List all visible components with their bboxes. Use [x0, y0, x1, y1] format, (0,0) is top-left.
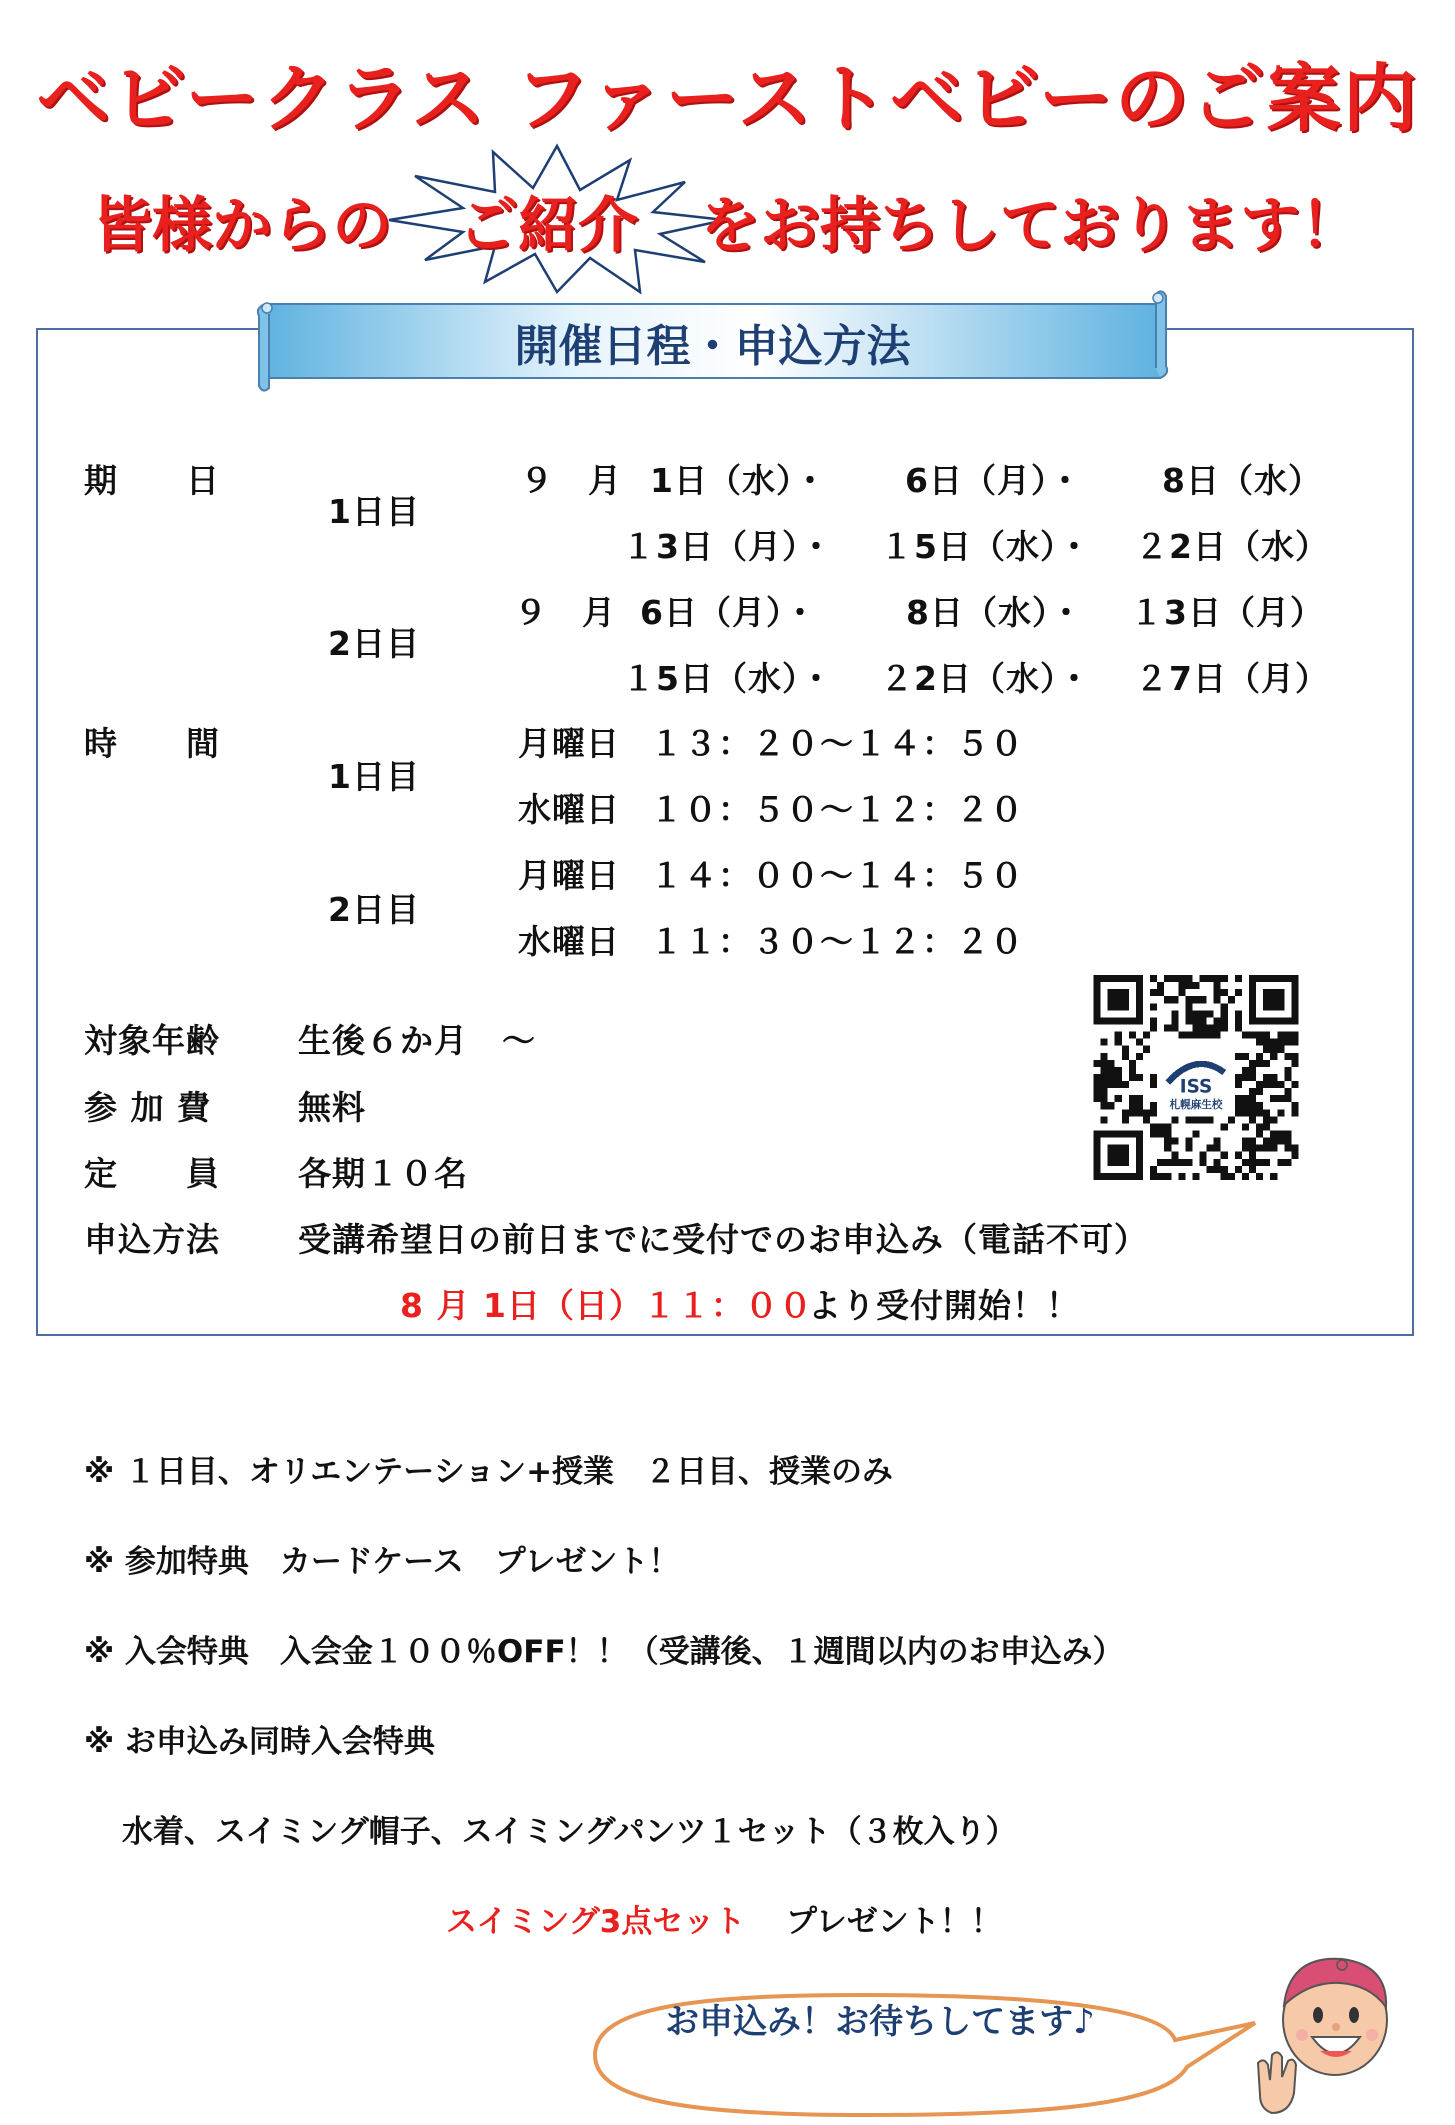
time-range: １０：５０～１２：２０ [650, 790, 1024, 829]
time-weekday: 水曜日 [518, 922, 620, 961]
schedule-date: １3日（月）・ [622, 527, 834, 566]
subtitle-highlight: ご紹介 [458, 191, 638, 261]
gift-highlight: スイミング3点セット [446, 1904, 746, 1940]
schedule-date: 6日（月）・ [640, 593, 818, 632]
apply-value: 受講希望日の前日までに受付でのお申込み（電話不可） [298, 1220, 1148, 1259]
note-1: ※ １日目、オリエンテーション+授業 ２日目、授業のみ [84, 1454, 894, 1490]
time-day1-label: 1日目 [328, 757, 420, 796]
schedule-date: 6日（月）・ [905, 461, 1083, 500]
schedule-date: １3日（月） [1130, 593, 1324, 632]
apply-label: 申込方法 [84, 1220, 220, 1259]
schedule-day2-label: 2日目 [328, 624, 420, 663]
schedule-date: ２2日（水） [1135, 527, 1329, 566]
time-range: １３：２０～１４：５０ [650, 724, 1024, 763]
time-label: 時 間 [84, 724, 220, 763]
mascot-boy-icon [1250, 1945, 1400, 2120]
gift-suffix: プレゼント！！ [786, 1904, 1002, 1940]
time-day2-label: 2日目 [328, 890, 420, 929]
note-2: ※ 参加特典 カードケース プレゼント！ [84, 1544, 680, 1580]
time-range: １１：３０～１２：２０ [650, 922, 1024, 961]
schedule-day1-label: 1日目 [328, 492, 420, 531]
schedule-label: 期 日 [84, 461, 220, 500]
note-5: 水着、スイミング帽子、スイミングパンツ１セット（３枚入り） [122, 1814, 1017, 1850]
age-value: 生後６か月 ～ [298, 1021, 536, 1060]
banner-title: 開催日程・申込方法 [514, 321, 911, 372]
qr-code-icon[interactable] [1090, 975, 1302, 1180]
schedule-date: １5日（水）・ [880, 527, 1092, 566]
capacity-value: 各期１０名 [298, 1154, 468, 1193]
fee-label: 参 加 費 [84, 1088, 211, 1127]
subtitle-suffix: をお持ちしております！ [700, 191, 1360, 261]
schedule-date: ２7日（月） [1135, 659, 1329, 698]
fee-value: 無料 [298, 1088, 366, 1127]
time-weekday: 月曜日 [518, 724, 620, 763]
schedule-date: 8日（水） [1162, 461, 1322, 500]
capacity-label: 定 員 [84, 1154, 220, 1193]
page-title: ベビークラス ファーストベビーのご案内 [36, 56, 1419, 142]
schedule-date: 8日（水）・ [906, 593, 1084, 632]
note-4: ※ お申込み同時入会特典 [84, 1724, 435, 1760]
apply-start-suffix: より受付開始！！ [808, 1286, 1080, 1325]
qr-caption: 札幌麻生校 [1169, 1098, 1223, 1111]
time-weekday: 水曜日 [518, 790, 620, 829]
bubble-text: お申込み！お待ちしてます♪ [665, 2002, 1095, 2042]
schedule-date: １5日（水）・ [622, 659, 834, 698]
schedule-day2-month: ９ 月 [514, 593, 616, 632]
qr-logo-text: ISS [1179, 1076, 1213, 1098]
time-weekday: 月曜日 [518, 856, 620, 895]
subtitle-prefix: 皆様からの [92, 191, 392, 261]
schedule-day1-month: ９ 月 [520, 461, 622, 500]
apply-start-date: 8 月 1日（日）１１：００ [400, 1286, 813, 1325]
age-label: 対象年齢 [84, 1021, 220, 1060]
schedule-date: ２2日（水）・ [880, 659, 1092, 698]
note-3: ※ 入会特典 入会金１００％OFF！！（受講後、１週間以内のお申込み） [84, 1634, 1124, 1670]
time-range: １４：００～１４：５０ [650, 856, 1024, 895]
schedule-date: 1日（水）・ [650, 461, 828, 500]
